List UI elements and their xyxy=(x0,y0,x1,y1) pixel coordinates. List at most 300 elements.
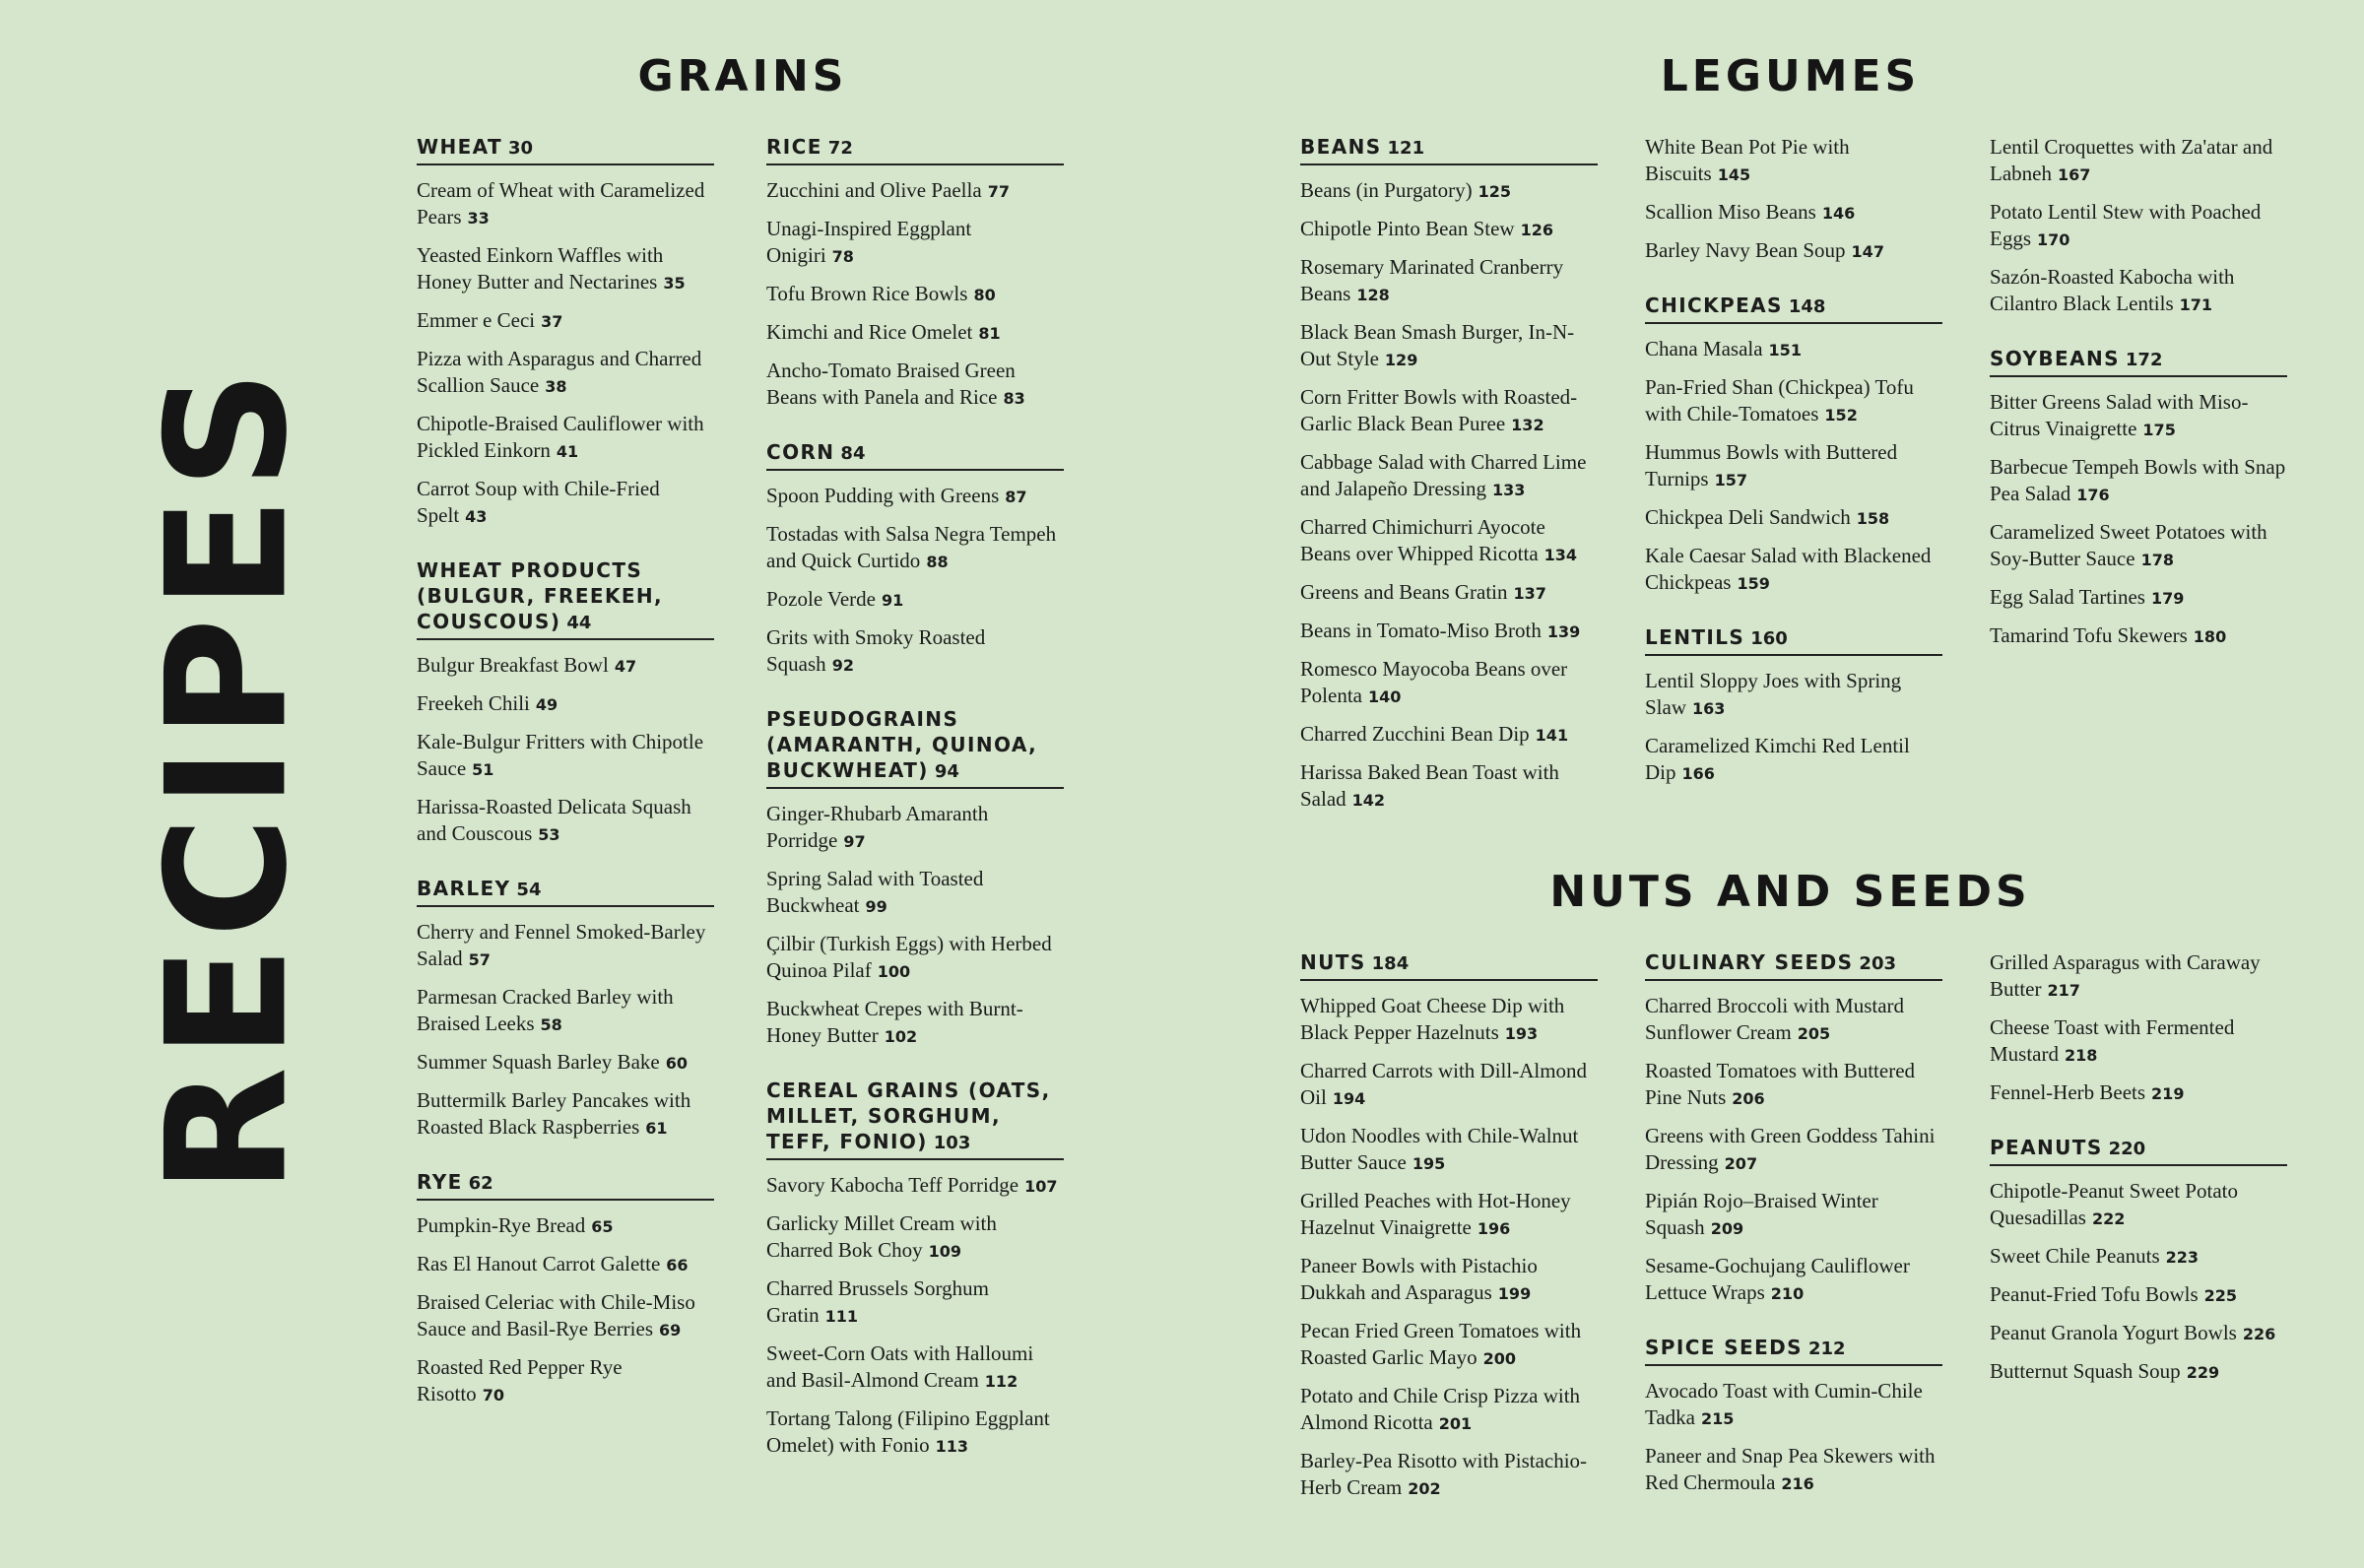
category-heading xyxy=(1300,949,1598,981)
recipe-name: Lentil Croquettes with Za'atar and Labneh xyxy=(1990,135,2273,185)
recipe-entry xyxy=(1990,199,2287,253)
category-page-number: 62 xyxy=(468,1173,493,1194)
recipe-name: Black Bean Smash Burger, In-N-Out Style xyxy=(1300,320,1575,370)
category-title: RYE xyxy=(417,1170,463,1194)
recipe-name: Paneer Bowls with Pistachio Dukkah and Asparagus xyxy=(1300,1254,1538,1304)
recipe-name: Chipotle Pinto Bean Stew xyxy=(1300,217,1515,240)
recipe-page-number: 49 xyxy=(535,695,558,714)
recipe-name: Greens with Green Goddess Tahini Dressing xyxy=(1645,1124,1936,1174)
recipe-page-number: 134 xyxy=(1543,546,1578,564)
recipe-page-number: 205 xyxy=(1797,1024,1831,1043)
recipe-entry xyxy=(1990,389,2287,443)
recipe-page-number: 193 xyxy=(1504,1024,1539,1043)
recipe-entry xyxy=(766,866,1064,920)
recipe-name: Rosemary Marinated Cranberry Beans xyxy=(1300,255,1564,305)
recipe-entry xyxy=(766,801,1064,855)
recipe-entry xyxy=(766,1210,1064,1265)
recipe-page-number: 137 xyxy=(1513,584,1546,603)
recipe-name: Freekeh Chili xyxy=(417,691,530,715)
recipe-page-number: 78 xyxy=(831,247,854,266)
category-title: CORN xyxy=(766,440,835,464)
recipe-entry xyxy=(417,919,714,973)
category-page-number: 72 xyxy=(827,138,853,159)
recipe-entry xyxy=(1645,504,1942,532)
recipe-name: Harissa-Roasted Delicata Squash and Couscous xyxy=(417,795,691,845)
category-heading xyxy=(1990,1135,2287,1166)
recipe-entry xyxy=(1300,514,1598,568)
recipe-name: Avocado Toast with Cumin-Chile Tadka xyxy=(1645,1379,1923,1429)
recipe-entry xyxy=(1990,622,2287,650)
recipe-entry xyxy=(766,586,1064,614)
recipe-entry xyxy=(1645,543,1942,597)
recipe-page-number: 194 xyxy=(1332,1089,1366,1108)
recipe-page-number: 111 xyxy=(824,1307,859,1326)
category-heading xyxy=(766,439,1064,471)
recipe-entry xyxy=(1300,449,1598,503)
recipe-name: Chipotle-Braised Cauliflower with Pickled Einkorn xyxy=(417,412,704,462)
recipe-entry xyxy=(1645,439,1942,493)
recipe-entry xyxy=(1300,254,1598,308)
recipe-entry xyxy=(766,483,1064,510)
recipe-name: Sazón-Roasted Kabocha with Cilantro Black Lentils xyxy=(1990,265,2235,315)
category-heading xyxy=(1645,293,1942,324)
recipe-entry xyxy=(766,319,1064,347)
recipe-page-number: 107 xyxy=(1024,1177,1058,1196)
page-title: RECIPES xyxy=(130,361,323,1195)
recipe-name: Ras El Hanout Carrot Galette xyxy=(417,1252,661,1275)
recipe-page-number: 35 xyxy=(663,274,686,293)
recipe-page-number: 229 xyxy=(2186,1363,2220,1382)
recipe-page-number: 175 xyxy=(2142,421,2176,439)
recipe-page-number: 142 xyxy=(1351,791,1386,810)
recipe-name: Charred Carrots with Dill-Almond Oil xyxy=(1300,1059,1588,1109)
recipe-page-number: 200 xyxy=(1482,1349,1517,1368)
recipe-name: Kale-Bulgur Fritters with Chipotle Sauce xyxy=(417,730,704,780)
recipe-page-number: 176 xyxy=(2076,486,2110,504)
recipe-entry xyxy=(1645,1253,1942,1307)
grains-column-1 xyxy=(417,134,714,1436)
recipe-page-number: 58 xyxy=(540,1015,562,1034)
recipe-name: Cabbage Salad with Charred Lime and Jalapeño Dressing xyxy=(1300,450,1587,500)
nuts-seeds-column-3 xyxy=(1990,949,2287,1413)
legumes-heading: LEGUMES xyxy=(1660,51,1921,101)
recipe-entry xyxy=(417,1354,714,1408)
recipe-page-number: 199 xyxy=(1497,1284,1532,1303)
recipe-page-number: 100 xyxy=(877,962,911,981)
category-heading xyxy=(766,1078,1064,1160)
recipe-name: Tostadas with Salsa Negra Tempeh and Quick Curtido xyxy=(766,522,1057,572)
recipe-page-number: 109 xyxy=(928,1242,962,1261)
recipe-name: Pan-Fried Shan (Chickpea) Tofu with Chile-Tomatoes xyxy=(1645,375,1914,425)
recipe-name: Bulgur Breakfast Bowl xyxy=(417,653,609,677)
recipe-category xyxy=(1990,1135,2287,1386)
recipe-entry xyxy=(1300,993,1598,1047)
recipe-page-number: 163 xyxy=(1692,699,1726,718)
category-heading xyxy=(417,876,714,907)
grains-column-2 xyxy=(766,134,1064,1487)
category-title: PSEUDOGRAINS (AMARANTH, QUINOA, BUCKWHEAT) xyxy=(766,707,1038,782)
recipe-category xyxy=(1300,949,1598,1502)
recipe-name: Charred Chimichurri Ayocote Beans over Whipped Ricotta xyxy=(1300,515,1545,565)
recipe-category xyxy=(1645,1335,1942,1497)
recipe-page-number: 99 xyxy=(865,897,887,916)
recipe-entry xyxy=(1300,579,1598,607)
recipe-name: Roasted Red Pepper Rye Risotto xyxy=(417,1355,623,1405)
recipe-page-number: 125 xyxy=(1478,182,1511,201)
recipe-page-number: 113 xyxy=(935,1437,969,1456)
recipe-page-number: 202 xyxy=(1408,1479,1441,1498)
recipe-entry xyxy=(1300,1123,1598,1177)
recipe-entry xyxy=(417,411,714,465)
recipe-entry xyxy=(417,794,714,848)
recipe-page-number: 170 xyxy=(2037,230,2070,249)
recipe-entry xyxy=(1645,993,1942,1047)
recipe-entry xyxy=(1300,618,1598,645)
recipe-entry xyxy=(1645,336,1942,363)
recipe-entry xyxy=(417,1212,714,1240)
recipe-page-number: 179 xyxy=(2150,589,2185,608)
recipe-name: Corn Fritter Bowls with Roasted-Garlic Black Bean Puree xyxy=(1300,385,1578,435)
recipe-entry xyxy=(1990,264,2287,318)
recipe-name: Paneer and Snap Pea Skewers with Red Chermoula xyxy=(1645,1444,1936,1494)
recipe-entry xyxy=(1645,1123,1942,1177)
recipe-name: Cheese Toast with Fermented Mustard xyxy=(1990,1015,2235,1066)
recipe-page-number: 112 xyxy=(984,1372,1018,1391)
recipe-entry xyxy=(417,1049,714,1077)
recipe-category xyxy=(1990,346,2287,650)
recipe-entry xyxy=(1300,721,1598,749)
recipe-page-number: 51 xyxy=(472,760,494,779)
recipe-category xyxy=(766,706,1064,1050)
recipe-page-number: 41 xyxy=(556,442,579,461)
recipe-name: Spoon Pudding with Greens xyxy=(766,484,1000,507)
recipe-entry xyxy=(766,996,1064,1050)
recipe-category xyxy=(1300,134,1598,814)
recipe-name: Chana Masala xyxy=(1645,337,1763,360)
recipe-entry xyxy=(1300,1383,1598,1437)
recipe-page-number: 81 xyxy=(978,324,1001,343)
recipe-entry xyxy=(766,624,1064,679)
category-page-number: 103 xyxy=(933,1133,971,1153)
recipe-name: Yeasted Einkorn Waffles with Honey Butter and Nectarines xyxy=(417,243,664,294)
recipe-name: Garlicky Millet Cream with Charred Bok Choy xyxy=(766,1211,997,1262)
recipe-category xyxy=(417,876,714,1142)
category-heading xyxy=(1990,346,2287,377)
recipe-entry xyxy=(1300,177,1598,205)
recipe-page-number: 217 xyxy=(2047,981,2080,1000)
recipe-page-number: 38 xyxy=(545,377,567,396)
category-page-number: 30 xyxy=(508,138,534,159)
recipe-entry xyxy=(1300,384,1598,438)
recipe-page-number: 210 xyxy=(1770,1284,1805,1303)
recipe-entry xyxy=(1990,949,2287,1004)
recipe-page-number: 206 xyxy=(1732,1089,1765,1108)
recipe-page-number: 207 xyxy=(1724,1154,1758,1173)
recipe-name: Pizza with Asparagus and Charred Scallion Sauce xyxy=(417,347,702,397)
recipe-category xyxy=(417,1169,714,1408)
recipe-entry xyxy=(417,729,714,783)
recipe-name: Peanut Granola Yogurt Bowls xyxy=(1990,1321,2237,1344)
recipe-page-number: 91 xyxy=(882,591,904,610)
category-heading xyxy=(1645,624,1942,656)
grains-heading: GRAINS xyxy=(637,51,848,101)
recipes-spine-title xyxy=(130,305,323,1251)
recipe-entry xyxy=(1990,1358,2287,1386)
recipe-name: Buttermilk Barley Pancakes with Roasted Black Raspberries xyxy=(417,1088,691,1139)
recipe-page-number: 87 xyxy=(1005,488,1027,506)
recipe-name: Ginger-Rhubarb Amaranth Porridge xyxy=(766,802,989,852)
recipe-name: Peanut-Fried Tofu Bowls xyxy=(1990,1282,2199,1306)
recipe-name: Çilbir (Turkish Eggs) with Herbed Quinoa Pilaf xyxy=(766,932,1052,982)
category-heading xyxy=(766,706,1064,789)
category-page-number: 184 xyxy=(1371,953,1410,974)
recipe-entry xyxy=(417,346,714,400)
recipe-category xyxy=(766,134,1064,412)
category-page-number: 212 xyxy=(1807,1339,1846,1359)
recipe-page-number: 80 xyxy=(973,286,996,304)
recipe-category xyxy=(1990,949,2287,1107)
nuts-seeds-column-1 xyxy=(1300,949,1598,1530)
recipe-name: White Bean Pot Pie with Biscuits xyxy=(1645,135,1850,185)
recipe-entry xyxy=(1990,519,2287,573)
recipe-name: Chipotle-Peanut Sweet Potato Quesadillas xyxy=(1990,1179,2238,1229)
recipe-name: Kale Caesar Salad with Blackened Chickpeas xyxy=(1645,544,1932,594)
recipe-name: Greens and Beans Gratin xyxy=(1300,580,1508,604)
recipe-entry xyxy=(417,652,714,680)
recipe-entry xyxy=(1990,454,2287,508)
recipe-page-number: 195 xyxy=(1412,1154,1446,1173)
category-page-number: 84 xyxy=(840,443,866,464)
recipe-page-number: 66 xyxy=(666,1256,689,1274)
recipe-name: Ancho-Tomato Braised Green Beans with Panela and Rice xyxy=(766,359,1016,409)
recipe-name: Potato and Chile Crisp Pizza with Almond Ricotta xyxy=(1300,1384,1581,1434)
recipe-page-number: 151 xyxy=(1768,341,1802,359)
recipe-page-number: 215 xyxy=(1701,1409,1735,1428)
recipe-entry xyxy=(1645,1188,1942,1242)
recipe-category xyxy=(1645,949,1942,1307)
recipe-name: Tofu Brown Rice Bowls xyxy=(766,282,968,305)
recipe-name: Pecan Fried Green Tomatoes with Roasted Garlic Mayo xyxy=(1300,1319,1582,1369)
recipe-entry xyxy=(1645,1378,1942,1432)
recipe-name: Fennel-Herb Beets xyxy=(1990,1080,2146,1104)
recipe-name: Tamarind Tofu Skewers xyxy=(1990,623,2188,647)
recipe-entry xyxy=(1645,134,1942,188)
recipe-page-number: 33 xyxy=(467,209,490,228)
category-title: PEANUTS xyxy=(1990,1136,2103,1159)
recipe-page-number: 219 xyxy=(2151,1084,2185,1103)
category-title: WHEAT PRODUCTS (BULGUR, FREEKEH, COUSCOUS) xyxy=(417,558,664,633)
category-heading xyxy=(766,134,1064,165)
recipe-name: Emmer e Ceci xyxy=(417,308,536,332)
recipe-entry xyxy=(766,1172,1064,1200)
recipe-entry xyxy=(766,358,1064,412)
recipe-name: Beans (in Purgatory) xyxy=(1300,178,1473,202)
recipe-entry xyxy=(417,984,714,1038)
recipe-name: Charred Zucchini Bean Dip xyxy=(1300,722,1530,746)
recipe-page-number: 145 xyxy=(1717,165,1751,184)
recipe-page-number: 47 xyxy=(614,657,637,676)
recipe-category xyxy=(417,134,714,530)
recipe-name: Barbecue Tempeh Bowls with Snap Pea Salad xyxy=(1990,455,2286,505)
recipe-name: Sweet Chile Peanuts xyxy=(1990,1244,2160,1268)
recipe-page-number: 61 xyxy=(645,1119,668,1138)
recipe-name: Unagi-Inspired Eggplant Onigiri xyxy=(766,217,972,267)
recipe-page-number: 158 xyxy=(1856,509,1890,528)
category-page-number: 220 xyxy=(2108,1139,2146,1159)
legumes-column-1 xyxy=(1300,134,1598,841)
category-page-number: 172 xyxy=(2125,350,2163,370)
recipe-name: Hummus Bowls with Buttered Turnips xyxy=(1645,440,1898,490)
recipe-name: Pozole Verde xyxy=(766,587,876,611)
recipe-page-number: 69 xyxy=(659,1321,682,1339)
recipe-category xyxy=(766,439,1064,679)
recipe-page-number: 167 xyxy=(2057,165,2091,184)
recipe-name: Summer Squash Barley Bake xyxy=(417,1050,660,1074)
recipe-page-number: 209 xyxy=(1710,1219,1744,1238)
recipe-page-number: 146 xyxy=(1821,204,1856,223)
recipe-name: Harissa Baked Bean Toast with Salad xyxy=(1300,760,1559,811)
recipe-name: Kimchi and Rice Omelet xyxy=(766,320,973,344)
recipe-page-number: 97 xyxy=(843,832,866,851)
category-title: BEANS xyxy=(1300,135,1382,159)
recipe-entry xyxy=(417,476,714,530)
recipe-page-number: 65 xyxy=(591,1217,614,1236)
recipe-entry xyxy=(1300,319,1598,373)
recipe-category xyxy=(1645,624,1942,787)
recipe-name: Grits with Smoky Roasted Squash xyxy=(766,625,986,676)
recipe-entry xyxy=(1645,1443,1942,1497)
recipe-page-number: 129 xyxy=(1384,351,1418,369)
recipe-name: Charred Broccoli with Mustard Sunflower Cream xyxy=(1645,994,1905,1044)
recipe-entry xyxy=(1645,374,1942,428)
recipe-name: Tortang Talong (Filipino Eggplant Omelet) with Fonio xyxy=(766,1406,1050,1457)
recipe-page-number: 132 xyxy=(1511,416,1544,434)
legumes-column-3 xyxy=(1990,134,2287,678)
recipe-name: Barley Navy Bean Soup xyxy=(1645,238,1846,262)
recipe-entry xyxy=(1300,1448,1598,1502)
category-page-number: 121 xyxy=(1387,138,1425,159)
recipe-entry xyxy=(766,281,1064,308)
recipe-entry xyxy=(1645,1058,1942,1112)
recipe-name: Sesame-Gochujang Cauliflower Lettuce Wraps xyxy=(1645,1254,1910,1304)
nuts-seeds-column-2 xyxy=(1645,949,1942,1525)
recipe-page-number: 166 xyxy=(1681,764,1715,783)
recipe-name: Sweet-Corn Oats with Halloumi and Basil-Almond Cream xyxy=(766,1341,1034,1392)
recipe-name: Pumpkin-Rye Bread xyxy=(417,1213,586,1237)
category-title: CHICKPEAS xyxy=(1645,294,1783,317)
recipe-category xyxy=(766,1078,1064,1460)
recipe-page-number: 147 xyxy=(1851,242,1884,261)
category-heading xyxy=(417,1169,714,1201)
recipe-category xyxy=(1645,134,1942,265)
recipe-entry xyxy=(1990,584,2287,612)
recipe-entry xyxy=(766,216,1064,270)
recipe-page-number: 139 xyxy=(1546,622,1581,641)
recipe-page-number: 216 xyxy=(1781,1474,1814,1493)
recipe-entry xyxy=(1300,1318,1598,1372)
recipe-name: Buckwheat Crepes with Burnt-Honey Butter xyxy=(766,997,1023,1047)
recipe-category xyxy=(417,557,714,848)
recipe-name: Charred Brussels Sorghum Gratin xyxy=(766,1276,989,1327)
recipe-entry xyxy=(1990,1178,2287,1232)
recipe-name: Barley-Pea Risotto with Pistachio-Herb Cream xyxy=(1300,1449,1588,1499)
recipe-name: Parmesan Cracked Barley with Braised Leeks xyxy=(417,985,674,1035)
recipe-name: Bitter Greens Salad with Miso-Citrus Vinaigrette xyxy=(1990,390,2249,440)
recipe-entry xyxy=(417,242,714,296)
recipe-name: Pipián Rojo–Braised Winter Squash xyxy=(1645,1189,1878,1239)
recipe-name: Caramelized Kimchi Red Lentil Dip xyxy=(1645,734,1910,784)
recipe-page-number: 60 xyxy=(665,1054,688,1073)
recipe-page-number: 102 xyxy=(884,1027,918,1046)
recipe-page-number: 201 xyxy=(1438,1414,1473,1433)
recipe-name: Zucchini and Olive Paella xyxy=(766,178,982,202)
recipe-entry xyxy=(1300,216,1598,243)
recipe-page-number: 225 xyxy=(2203,1286,2238,1305)
recipe-page-number: 133 xyxy=(1491,481,1526,499)
recipe-name: Carrot Soup with Chile-Fried Spelt xyxy=(417,477,660,527)
legumes-column-2 xyxy=(1645,134,1942,815)
category-heading xyxy=(417,557,714,640)
recipe-entry xyxy=(1300,656,1598,710)
recipe-name: Whipped Goat Cheese Dip with Black Pepper Hazelnuts xyxy=(1300,994,1565,1044)
category-page-number: 94 xyxy=(934,761,959,782)
recipe-name: Potato Lentil Stew with Poached Eggs xyxy=(1990,200,2262,250)
recipe-name: Udon Noodles with Chile-Walnut Butter Sauce xyxy=(1300,1124,1579,1174)
recipe-page-number: 57 xyxy=(468,950,491,969)
recipe-page-number: 70 xyxy=(482,1386,504,1405)
recipe-page-number: 157 xyxy=(1714,471,1747,490)
category-page-number: 203 xyxy=(1859,953,1896,974)
recipe-name: Spring Salad with Toasted Buckwheat xyxy=(766,867,984,917)
recipe-page-number: 171 xyxy=(2179,295,2213,314)
recipe-name: Lentil Sloppy Joes with Spring Slaw xyxy=(1645,669,1902,719)
recipe-entry xyxy=(1990,1014,2287,1069)
recipe-name: Egg Salad Tartines xyxy=(1990,585,2145,609)
recipe-entry xyxy=(1645,237,1942,265)
recipe-entry xyxy=(1645,668,1942,722)
recipe-name: Cherry and Fennel Smoked-Barley Salad xyxy=(417,920,706,970)
recipe-entry xyxy=(766,521,1064,575)
category-title: RICE xyxy=(766,135,822,159)
recipe-page-number: 83 xyxy=(1003,389,1025,408)
category-page-number: 44 xyxy=(566,613,592,633)
recipe-entry xyxy=(766,1405,1064,1460)
category-heading xyxy=(1300,134,1598,165)
recipe-page-number: 37 xyxy=(541,312,563,331)
recipe-name: Grilled Asparagus with Caraway Butter xyxy=(1990,950,2261,1001)
recipe-page-number: 226 xyxy=(2242,1325,2276,1343)
recipe-entry xyxy=(1645,733,1942,787)
recipe-entry xyxy=(1990,134,2287,188)
nuts-and-seeds-heading: NUTS AND SEEDS xyxy=(1549,867,2031,917)
recipe-page-number: 159 xyxy=(1737,574,1770,593)
recipe-entry xyxy=(1990,1079,2287,1107)
recipe-page-number: 43 xyxy=(465,507,488,526)
category-page-number: 148 xyxy=(1788,296,1826,317)
recipe-entry xyxy=(766,177,1064,205)
recipe-entry xyxy=(417,690,714,718)
recipe-name: Butternut Squash Soup xyxy=(1990,1359,2181,1383)
recipe-name: Braised Celeriac with Chile-Miso Sauce and Basil-Rye Berries xyxy=(417,1290,695,1340)
recipe-page-number: 222 xyxy=(2091,1209,2126,1228)
category-title: NUTS xyxy=(1300,950,1366,974)
recipe-entry xyxy=(1645,199,1942,227)
recipe-entry xyxy=(1990,1320,2287,1347)
recipe-page-number: 92 xyxy=(831,656,854,675)
recipe-page-number: 53 xyxy=(538,825,560,844)
recipe-entry xyxy=(1990,1281,2287,1309)
recipe-page-number: 223 xyxy=(2165,1248,2200,1267)
